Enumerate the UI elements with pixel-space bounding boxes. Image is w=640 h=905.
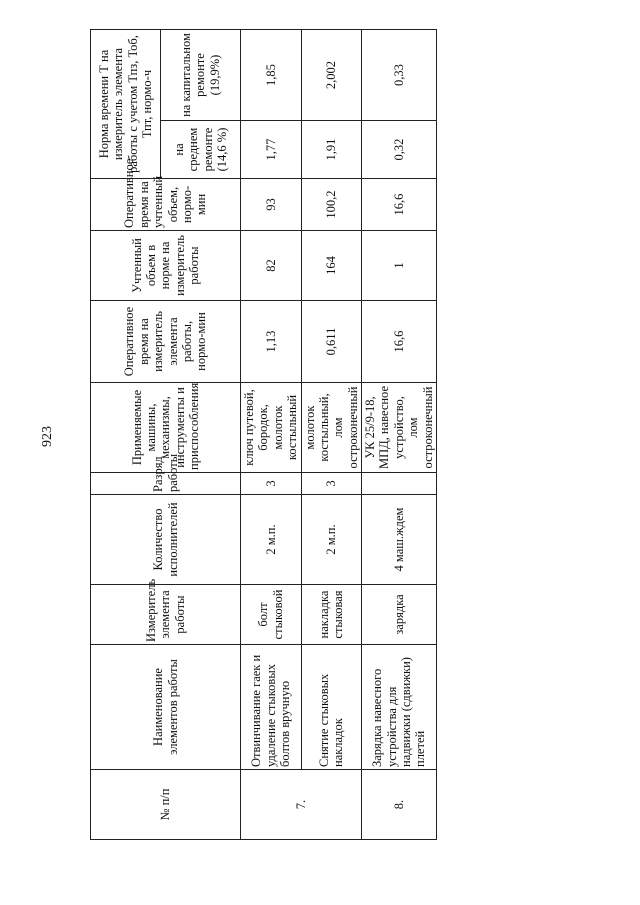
header-name: Наименование элементов работы: [91, 645, 241, 770]
header-grade: Разряд работы: [91, 473, 241, 495]
cell-norm-cap: 2,002: [301, 30, 362, 121]
cell-norm-mid: 1,91: [301, 121, 362, 179]
cell-norm-cap: 1,85: [241, 30, 302, 121]
cell-workers: 2 м.п.: [241, 495, 302, 585]
cell-volume: 1: [362, 231, 437, 301]
cell-norm-mid: 0,32: [362, 121, 437, 179]
cell-num: 8.: [362, 770, 437, 840]
cell-num: 7.: [241, 770, 362, 840]
cell-norm-mid: 1,77: [241, 121, 302, 179]
cell-unit: болт стыковой: [241, 585, 302, 645]
table-row: [362, 30, 437, 840]
header-op-time-unit: Оперативное время на измеритель элемента работы, нормо-мин: [91, 301, 241, 383]
cell-name: Снятие стыковых накладок: [301, 645, 362, 770]
header-unit: Измеритель элемента работы: [91, 585, 241, 645]
header-op-time-volume: Оперативное время на учтенный объем, нормо-мин: [91, 179, 241, 231]
cell-op-time-volume: 100,2: [301, 179, 362, 231]
cell-volume: 82: [241, 231, 302, 301]
page-number: 923: [40, 426, 55, 447]
cell-workers: 2 м.п.: [301, 495, 362, 585]
cell-unit: накладка стыковая: [301, 585, 362, 645]
header-norm-group: Норма времени Т на измеритель элемента работы с учетом Тпз, Тоб, Тпт, нормо-ч: [91, 30, 161, 179]
norms-table: [90, 29, 437, 840]
header-volume: Учтенный объем в норме на измеритель работы: [91, 231, 241, 301]
cell-grade: 3: [301, 473, 362, 495]
header-norm-mid: на среднем ремонте (14,6 %): [161, 121, 241, 179]
cell-op-time-unit: 1,13: [241, 301, 302, 383]
header-machines: Применяемые машины, механизмы, инструменты и приспособления: [91, 383, 241, 473]
cell-unit: зарядка: [362, 585, 437, 645]
cell-machines: УК 25/9-18, МПД, навесное устройство, лом остроконечный: [362, 383, 437, 473]
cell-grade: 3: [241, 473, 302, 495]
cell-workers: 4 маш.ждем: [362, 495, 437, 585]
header-num: № п/п: [91, 770, 241, 840]
cell-machines: молоток костыльный, лом остроконечный: [301, 383, 362, 473]
cell-name: Зарядка навесного устройства для надвижки (сдвижки) плетей: [362, 645, 437, 770]
table-row: [301, 30, 362, 840]
cell-op-time-volume: 16,6: [362, 179, 437, 231]
cell-volume: 164: [301, 231, 362, 301]
norms-table-wrapper: [90, 33, 435, 840]
header-workers: Количество исполнителей: [91, 495, 241, 585]
cell-grade: [362, 473, 437, 495]
cell-name: Отвинчивание гаек и удаление стыковых болтов вручную: [241, 645, 302, 770]
header-row: [91, 30, 161, 840]
cell-op-time-volume: 93: [241, 179, 302, 231]
cell-op-time-unit: 0,611: [301, 301, 362, 383]
table-row: [241, 30, 302, 840]
header-norm-cap: на капитальном ремонте (19,9%): [161, 30, 241, 121]
cell-op-time-unit: 16,6: [362, 301, 437, 383]
cell-machines: ключ путевой, бородок, молоток костыльный: [241, 383, 302, 473]
cell-norm-cap: 0,33: [362, 30, 437, 121]
